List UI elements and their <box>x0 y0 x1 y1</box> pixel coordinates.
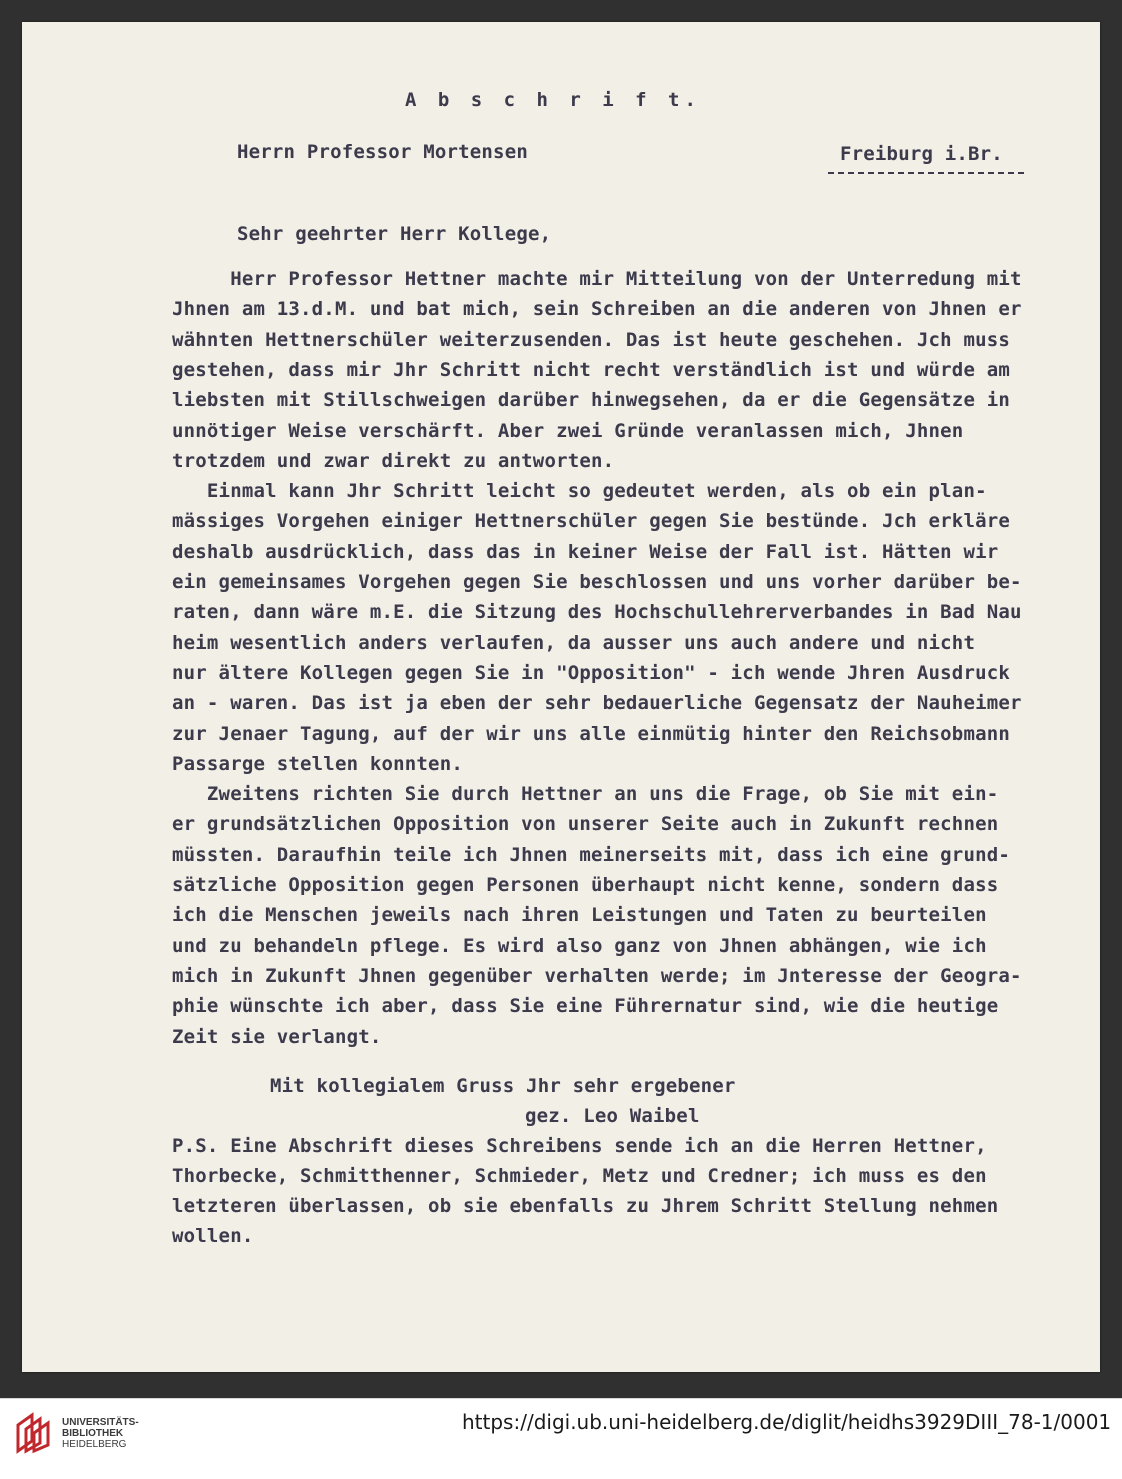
body-line: an - waren. Das ist ja eben der sehr bedauerliche Gegensatz der Nauheimer <box>172 692 1022 715</box>
salutation: Sehr geehrter Herr Kollege, <box>237 223 552 245</box>
closing: Mit kollegialem Gruss Jhr sehr ergebener <box>270 1075 736 1097</box>
body-line: mässiges Vorgehen einiger Hettnerschüler gegen Sie bestünde. Jch erkläre <box>172 510 1011 533</box>
place-underline <box>828 172 1024 174</box>
body-line: trotzdem und zwar direkt zu antworten. <box>172 449 615 472</box>
body-line: er grundsätzlichen Opposition von unserer Seite auch in Zukunft rechnen <box>172 813 999 836</box>
body-line: gestehen, dass mir Jhr Schritt nicht recht verständlich ist und würde am <box>172 358 1011 381</box>
library-logo-icon <box>12 1411 56 1455</box>
logo-line-1: UNIVERSITÄTS- <box>62 1417 139 1428</box>
ps-line: wollen. <box>172 1225 254 1247</box>
body-line: ich die Menschen jeweils nach ihren Leistungen und Taten zu beurteilen <box>172 904 987 927</box>
ps-line: letzteren überlassen, ob sie ebenfalls zu Jhrem Schritt Stellung nehmen <box>172 1195 999 1217</box>
body-line: sätzliche Opposition gegen Personen überhaupt nicht kenne, sondern dass <box>172 874 999 896</box>
body-line: liebsten mit Stillschweigen darüber hinwegsehen, da er die Gegensätze in <box>172 389 1011 412</box>
body-line: wähnten Hettnerschüler weiterzusenden. Das ist heute geschehen. Jch muss <box>172 328 1011 351</box>
place: Freiburg i.Br. <box>840 143 1003 165</box>
body-line: Zeit sie verlangt. <box>172 1025 382 1048</box>
body-line: müssten. Daraufhin teile ich Jhnen meinerseits mit, dass ich eine grund- <box>172 843 1011 866</box>
body-line: phie wünschte ich aber, dass Sie eine Führernatur sind, wie die heutige <box>172 995 999 1018</box>
body-line: deshalb ausdrücklich, dass das in keiner Weise der Fall ist. Hätten wir <box>172 540 999 563</box>
signature: gez. Leo Waibel <box>525 1105 700 1127</box>
logo-line-3: HEIDELBERG <box>62 1439 127 1450</box>
library-logo-text <box>62 1417 139 1450</box>
viewer-footer <box>0 1398 1122 1479</box>
ps-line: Thorbecke, Schmitthenner, Schmieder, Metz und Credner; ich muss es den <box>172 1165 987 1187</box>
body-line: raten, dann wäre m.E. die Sitzung des Hochschullehrerverbandes in Bad Nau <box>172 601 1022 624</box>
body-line: Passarge stellen konnten. <box>172 752 463 775</box>
body-line: ein gemeinsames Vorgehen gegen Sie beschlossen und uns vorher darüber be- <box>172 571 1022 593</box>
body-line: heim wesentlich anders verlaufen, da ausser uns auch andere und nicht <box>172 631 976 654</box>
ps-line: P.S. Eine Abschrift dieses Schreibens sende ich an die Herren Hettner, <box>172 1135 987 1157</box>
body-line: Herr Professor Hettner machte mir Mitteilung von der Unterredung mit <box>172 268 1022 290</box>
addressee: Herrn Professor Mortensen <box>237 141 528 163</box>
body-line: mich in Zukunft Jhnen gegenüber verhalten werde; im Jnteresse der Geogra- <box>172 964 1022 987</box>
logo-line-2: BIBLIOTHEK <box>62 1428 124 1439</box>
body-line: Jhnen am 13.d.M. und bat mich, sein Schreiben an die anderen von Jhnen er <box>172 298 1022 321</box>
body-line: und zu behandeln pflege. Es wird also ganz von Jhnen abhängen, wie ich <box>172 934 987 957</box>
body-line: Zweitens richten Sie durch Hettner an uns die Frage, ob Sie mit ein- <box>172 783 999 806</box>
body-line: Einmal kann Jhr Schritt leicht so gedeutet werden, als ob ein plan- <box>172 480 987 503</box>
body-line: nur ältere Kollegen gegen Sie in "Opposition" - ich wende Jhren Ausdruck <box>172 661 1011 684</box>
document-title: A b s c h r i f t. <box>405 89 701 111</box>
body-line: zur Jenaer Tagung, auf der wir uns alle einmütig hinter den Reichsobmann <box>172 722 1011 745</box>
permalink-url[interactable]: https://digi.ub.uni-heidelberg.de/diglit/heidhs3929DIII_78-1/0001 <box>462 1410 1112 1434</box>
body-line: unnötiger Weise verschärft. Aber zwei Gründe veranlassen mich, Jhnen <box>172 419 964 442</box>
